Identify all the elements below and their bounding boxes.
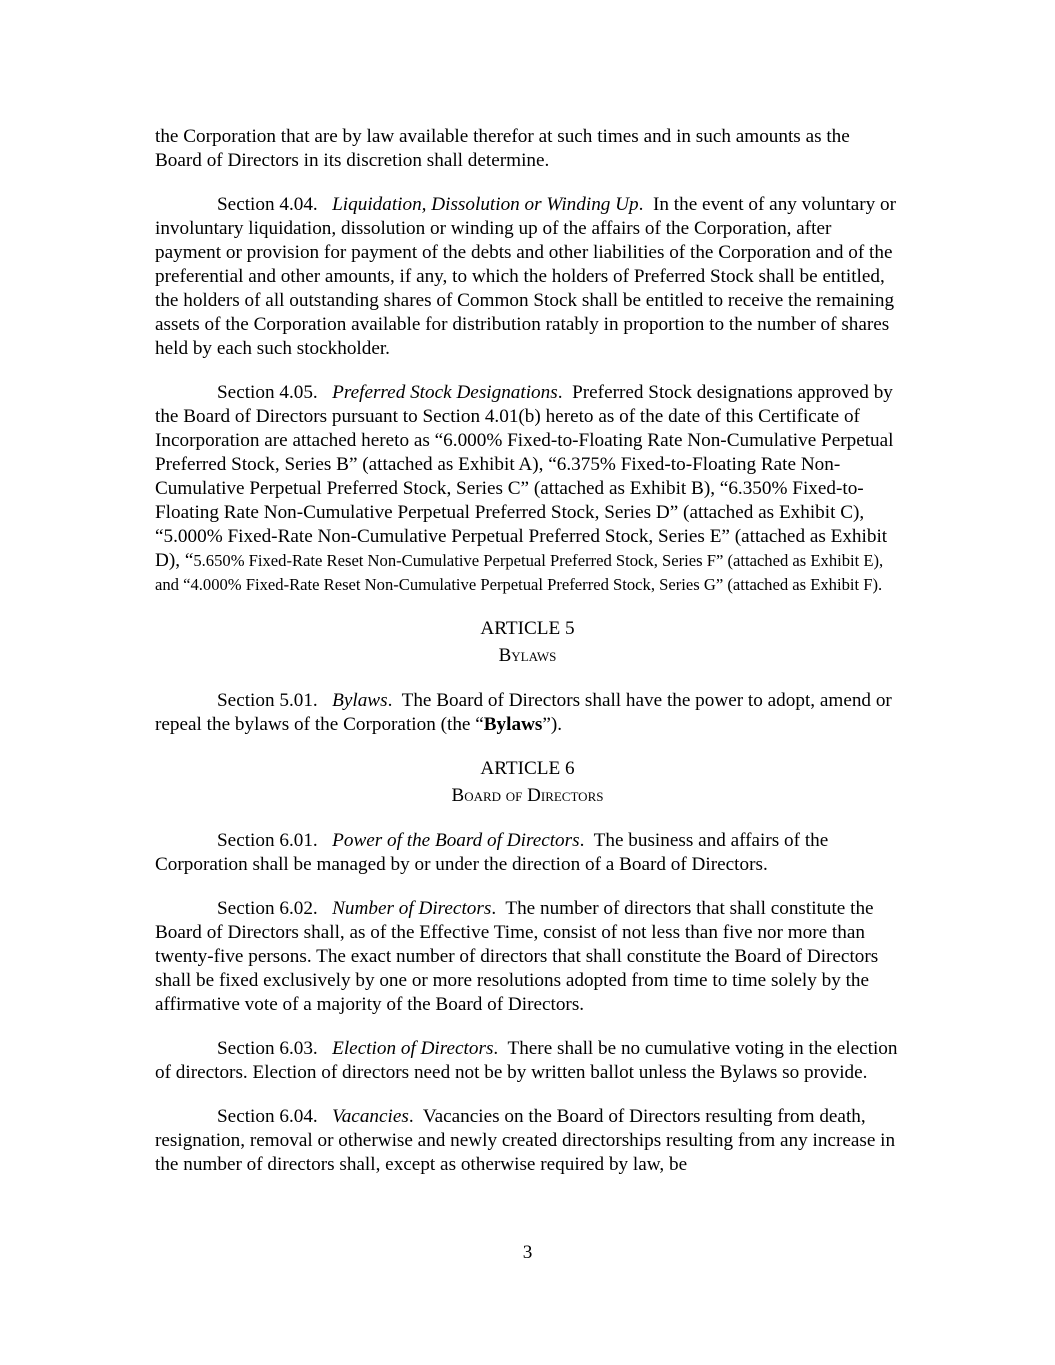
section-number: Section 4.05. [217, 382, 318, 403]
section-4-04: Section 4.04. Liquidation, Dissolution or Winding Up. In the event of any voluntary or involuntary liquidation, dissolution or winding up of the affairs of the Corporation, after payment or provision for payment of the debts and other liabilities of the Corporation and of the preferential and other amounts, if any, to which the holders of Preferred Stock shall be entitled, the holders of all outstanding shares of Common Stock shall be entitled to receive the remaining assets of the Corporation available for distribution ratably in proportion to the number of shares held by each such stockholder. [155, 194, 896, 359]
section-title: Power of the Board of Directors [332, 830, 580, 851]
section-6-01: Section 6.01. Power of the Board of Directors. The business and affairs of the Corporation shall be managed by or under the direction of a Board of Directors. [155, 830, 829, 875]
article-title: ARTICLE 6 [480, 758, 575, 779]
section-title: Preferred Stock Designations [332, 382, 558, 403]
section-number: Section 6.02. [217, 898, 318, 919]
article-title: ARTICLE 5 [480, 618, 575, 639]
section-number: Section 6.03. [217, 1038, 318, 1059]
section-body: The Board of Directors shall have the power to adopt, amend or repeal the bylaws of the Corporation (the “ [155, 690, 892, 735]
section-title: Vacancies [332, 1106, 409, 1127]
section-body: Vacancies on the Board of Directors resulting from death, resignation, removal or otherwise and newly created directorships resulting from any increase in the number of directors shall, except as otherwise required by law, be [155, 1106, 896, 1175]
section-body: In the event of any voluntary or involuntary liquidation, dissolution or winding up of the affairs of the Corporation, after payment or provision for payment of the debts and other liabilities of the Corporation and of the preferential and other amounts, if any, to which the holders of Preferred Stock shall be entitled, the holders of all outstanding shares of Common Stock shall be entitled to receive the remaining assets of the Corporation available for distribution ratably in proportion to the number of shares held by each such stockholder. [155, 194, 896, 359]
intro-paragraph: the Corporation that are by law available therefor at such times and in such amounts as the Board of Directors in its discretion shall determine. [155, 126, 850, 171]
section-title: Election of Directors [332, 1038, 494, 1059]
section-body: The business and affairs of the Corporation shall be managed by or under the direction of a Board of Directors. [155, 830, 829, 875]
section-6-02: Section 6.02. Number of Directors. The number of directors that shall constitute the Board of Directors shall, as of the Effective Time, consist of not less than five nor more than twenty-five persons. The exact number of directors that shall constitute the Board of Directors shall be fixed exclusively by one or more resolutions adopted from time to time solely by the affirmative vote of a majority of the Board of Directors. [155, 898, 879, 1015]
section-5-01: Section 5.01. Bylaws. The Board of Directors shall have the power to adopt, amend or repeal the bylaws of the Corporation (the “Bylaws”). [155, 690, 892, 735]
article-subtitle: Board of Directors [451, 785, 604, 806]
document-page [155, 125, 900, 1197]
section-title: Liquidation, Dissolution or Winding Up [332, 194, 639, 215]
section-number: Section 5.01. [217, 690, 318, 711]
defined-term: Bylaws [483, 714, 543, 735]
section-title: Bylaws [332, 690, 388, 711]
section-4-05: Section 4.05. Preferred Stock Designations. Preferred Stock designations approved by the Board of Directors pursuant to Section 4.01(b) hereto as of the date of this Certificate of Incorporation are attached hereto as “6.000% Fixed-to-Floating Rate Non-Cumulative Perpetual Preferred Stock, Series B” (attached as Exhibit A), “6.375% Fixed-to-Floating Rate Non-Cumulative Perpetual Preferred Stock, Series C” (attached as Exhibit B), “6.350% Fixed-to-Floating Rate Non-Cumulative Perpetual Preferred Stock, Series D” (attached as Exhibit C), “5.000% Fixed-Rate Non-Cumulative Perpetual Preferred Stock, Series E” (attached as Exhibit D), “5.650% Fixed-Rate Reset Non-Cumulative Perpetual Preferred Stock, Series F” (attached as Exhibit E), and “4.000% Fixed-Rate Reset Non-Cumulative Perpetual Preferred Stock, Series G” (attached as Exhibit F). [155, 382, 894, 594]
section-title: Number of Directors [332, 898, 492, 919]
article-6-heading [155, 757, 900, 807]
section-6-04: Section 6.04. Vacancies. Vacancies on the Board of Directors resulting from death, resignation, removal or otherwise and newly created directorships resulting from any increase in the number of directors shall, except as otherwise required by law, be [155, 1106, 896, 1175]
section-6-03: Section 6.03. Election of Directors. There shall be no cumulative voting in the election of directors. Election of directors need not be by written ballot unless the Bylaws so provide. [155, 1038, 898, 1083]
article-5-heading [155, 617, 900, 667]
section-number: Section 4.04. [217, 194, 318, 215]
section-body: There shall be no cumulative voting in the election of directors. Election of directors need not be by written ballot unless the Bylaws so provide. [155, 1038, 898, 1083]
section-body-small: 5.650% Fixed-Rate Reset Non-Cumulative Perpetual Preferred Stock, Series F” (attached as Exhibit E), and “4.000% Fixed-Rate Reset Non-Cumulative Perpetual Preferred Stock, Series G” (attached as Exhibit F). [155, 551, 884, 594]
section-number: Section 6.04. [217, 1106, 318, 1127]
page-number: 3 [522, 1242, 533, 1263]
article-subtitle: Bylaws [498, 645, 557, 666]
section-body: Preferred Stock designations approved by the Board of Directors pursuant to Section 4.01(b) hereto as of the date of this Certificate of Incorporation are attached hereto as “6.000% Fixed-to-Floating Rate Non-Cumulative Perpetual Preferred Stock, Series B” (attached as Exhibit A), “6.375% Fixed-to-Floating Rate Non-Cumulative Perpetual Preferred Stock, Series C” (attached as Exhibit B), “6.350% Fixed-to-Floating Rate Non-Cumulative Perpetual Preferred Stock, Series D” (attached as Exhibit C), “5.000% Fixed-Rate Non-Cumulative Perpetual Preferred Stock, Series E” (attached as Exhibit D), “ [155, 382, 894, 571]
section-body-end: ”). [542, 714, 563, 735]
section-body: The number of directors that shall constitute the Board of Directors shall, as of the Effective Time, consist of not less than five nor more than twenty-five persons. The exact number of directors that shall constitute the Board of Directors shall be fixed exclusively by one or more resolutions adopted from time to time solely by the affirmative vote of a majority of the Board of Directors. [155, 898, 879, 1015]
section-number: Section 6.01. [217, 830, 318, 851]
